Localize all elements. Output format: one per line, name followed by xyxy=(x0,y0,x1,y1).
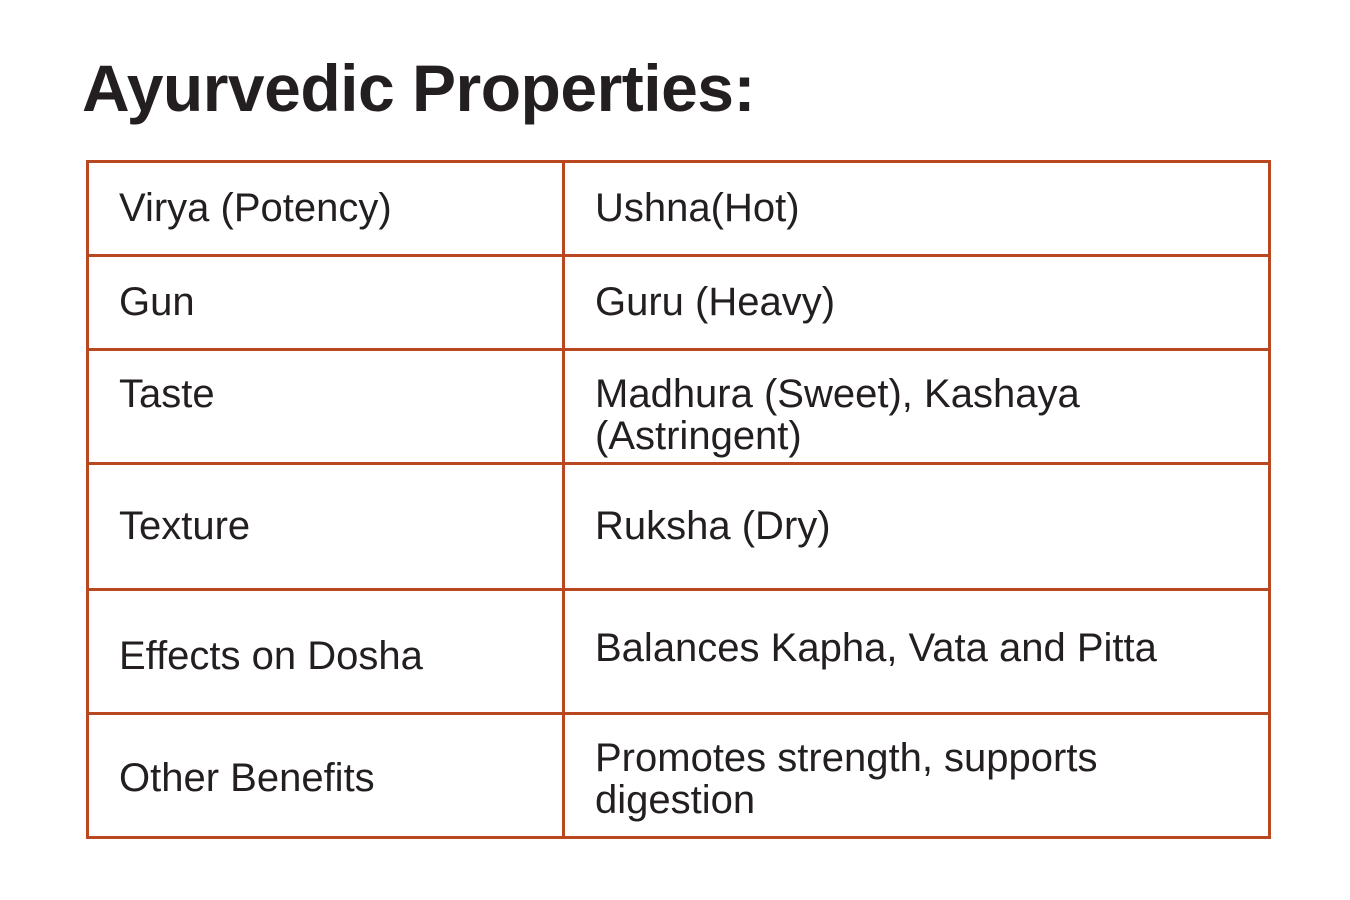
property-value: Madhura (Sweet), Kashaya (Astringent) xyxy=(564,350,1270,464)
table-row xyxy=(88,256,1270,350)
table-row xyxy=(88,590,1270,714)
property-name: Effects on Dosha xyxy=(88,590,564,714)
property-name: Other Benefits xyxy=(88,714,564,838)
property-value: Balances Kapha, Vata and Pitta xyxy=(564,590,1270,714)
properties-table xyxy=(86,160,1271,839)
property-name: Texture xyxy=(88,464,564,590)
property-name: Gun xyxy=(88,256,564,350)
property-value: Ruksha (Dry) xyxy=(564,464,1270,590)
property-value: Promotes strength, supports digestion xyxy=(564,714,1270,838)
property-name: Virya (Potency) xyxy=(88,162,564,256)
table-row xyxy=(88,714,1270,838)
property-name: Taste xyxy=(88,350,564,464)
table-row xyxy=(88,162,1270,256)
table-row xyxy=(88,350,1270,464)
property-value: Guru (Heavy) xyxy=(564,256,1270,350)
table-row xyxy=(88,464,1270,590)
page-title: Ayurvedic Properties: xyxy=(82,51,755,125)
property-value: Ushna(Hot) xyxy=(564,162,1270,256)
